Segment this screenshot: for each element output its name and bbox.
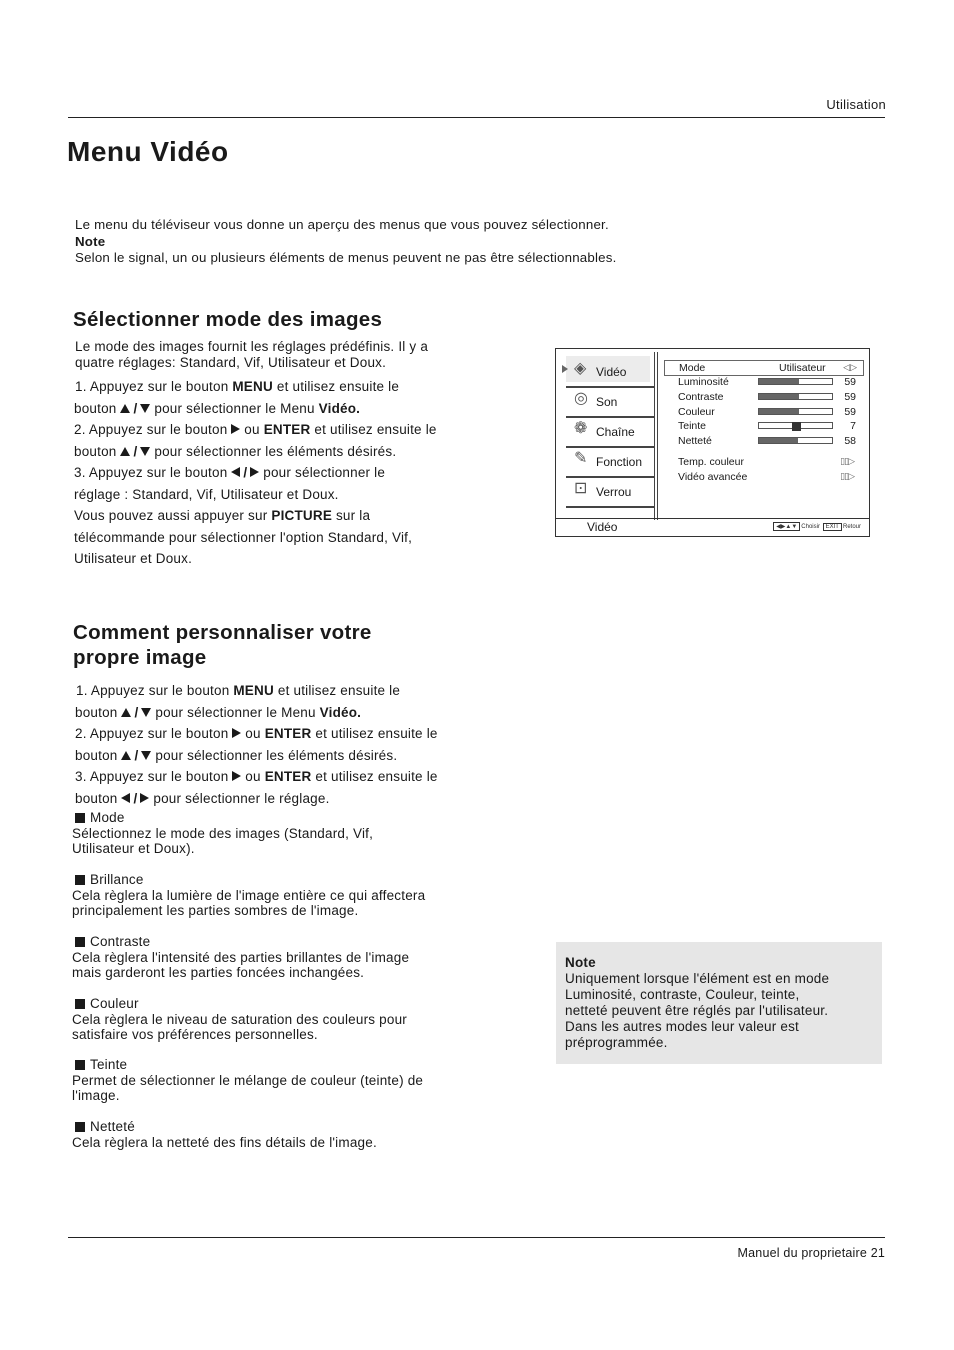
setting-text: satisfaire vos préférences personnelles.: [72, 1027, 318, 1042]
exit-key-icon: EXIT: [823, 523, 842, 531]
right-arrow-icon: [232, 771, 241, 781]
tv-menu-separator: [654, 352, 658, 520]
intro-line-2: Selon le signal, un ou plusieurs éléments de menus peuvent ne pas être sélectionnables.: [75, 250, 617, 265]
tv-slider-row[interactable]: [664, 420, 864, 434]
footer-divider: [68, 1237, 885, 1238]
intro-note-label: Note: [75, 233, 106, 249]
setting-text: mais garderont les parties foncées inchangées.: [72, 965, 365, 980]
tv-sidebar-label: Son: [596, 395, 618, 409]
setting-description: [72, 872, 502, 919]
menu-key-label: MENU: [233, 683, 274, 698]
setting-heading: [72, 996, 502, 1012]
setting-name: Teinte: [90, 1057, 128, 1072]
nav-keys-icon: ◀▶▲▼: [773, 522, 800, 531]
intro-text: [75, 217, 616, 267]
desc-line-2: quatre réglages: Standard, Vif, Utilisateur et Doux.: [75, 354, 387, 370]
tv-slider-bar[interactable]: [758, 422, 833, 429]
note-line: Uniquement lorsque l'élément est en mode: [565, 971, 830, 986]
tv-slider-bar[interactable]: [758, 437, 833, 444]
enter-key-label: ENTER: [263, 422, 311, 437]
section-1-description: [75, 339, 428, 370]
tv-slider-knob[interactable]: [792, 422, 801, 431]
setting-name: Contraste: [90, 934, 151, 949]
tv-sidebar-item-3[interactable]: [566, 416, 650, 442]
desc-line-1: Le mode des images fournit les réglages prédéfinis. Il y a: [75, 339, 429, 354]
step-text: sur la: [332, 508, 371, 523]
setting-text: l'image.: [72, 1088, 120, 1103]
header-divider: [68, 117, 885, 118]
up-arrow-icon: [120, 404, 130, 413]
setting-name: Mode: [90, 810, 125, 825]
note-line: Luminosité, contraste, Couleur, teinte,: [565, 987, 800, 1002]
section-2-title: [73, 620, 372, 670]
step-text: 2. Appuyez sur le bouton: [74, 422, 232, 437]
tv-slider-fill: [759, 438, 798, 443]
square-bullet-icon: [75, 875, 85, 885]
step-text: et utilisez ensuite le: [273, 683, 401, 698]
step-text: 3. Appuyez sur le bouton: [75, 769, 233, 784]
tv-slider-label: Teinte: [678, 420, 707, 433]
tv-sidebar-underline: [566, 506, 654, 508]
step-text: ou: [241, 769, 265, 784]
tv-slider-value: 58: [844, 435, 856, 448]
tv-menu-screen: [555, 348, 870, 537]
setting-text: Utilisateur et Doux).: [72, 841, 195, 856]
step-text: 2. Appuyez sur le bouton: [75, 726, 233, 741]
section-2-title-line-1: Comment personnaliser votre: [73, 621, 372, 644]
tv-slider-fill: [759, 409, 799, 414]
setting-text: principalement les parties sombres de l'image.: [72, 903, 359, 918]
step-text: bouton: [75, 747, 122, 763]
setting-description: [72, 1119, 502, 1150]
step-text: et utilisez ensuite le: [272, 379, 400, 394]
setting-name: Brillance: [90, 872, 144, 887]
tv-sidebar-item-5[interactable]: [566, 476, 650, 502]
setting-name: Netteté: [90, 1119, 135, 1134]
tv-slider-label: Netteté: [678, 435, 712, 448]
note-box: [556, 942, 882, 1064]
step-text: télécommande pour sélectionner l'option Standard, Vif,: [74, 529, 413, 545]
tv-slider-row[interactable]: [664, 376, 864, 390]
tv-sidebar-label: Verrou: [596, 485, 632, 499]
setting-description: [72, 810, 502, 857]
note-line: netteté peuvent être réglés par l'utilisateur.: [565, 1003, 829, 1018]
up-arrow-icon: [121, 751, 131, 760]
down-arrow-icon: [140, 404, 150, 413]
tv-slider-value: 59: [844, 390, 856, 403]
right-arrow-icon: [250, 467, 259, 477]
right-arrow-icon: [231, 424, 240, 434]
tv-slider-bar[interactable]: [758, 408, 833, 415]
setting-heading: [72, 810, 502, 826]
square-bullet-icon: [75, 813, 85, 823]
up-arrow-icon: [120, 447, 130, 456]
down-arrow-icon: [141, 708, 151, 717]
up-arrow-icon: [121, 708, 131, 717]
step-text: et utilisez ensuite le: [310, 422, 437, 437]
setting-description: [72, 934, 502, 981]
sound-icon: ◎: [574, 390, 588, 407]
setting-heading: [72, 934, 502, 950]
page-footer: Manuel du proprietaire 21: [737, 1246, 885, 1260]
submenu-arrow-icon: ▯▯▷: [840, 456, 854, 466]
right-arrow-icon: [232, 728, 241, 738]
setting-description: [72, 1057, 502, 1104]
step-text: pour sélectionner les éléments désirés.: [151, 747, 398, 763]
enter-key-label: ENTER: [264, 769, 312, 784]
tv-sidebar-item-2[interactable]: [566, 386, 650, 412]
tv-sidebar-label: Fonction: [596, 455, 643, 469]
section-label: Utilisation: [826, 97, 886, 112]
square-bullet-icon: [75, 1060, 85, 1070]
menu-name-label: Vidéo.: [318, 400, 361, 416]
tv-sidebar-item-1[interactable]: [566, 356, 650, 382]
setting-heading: [72, 872, 502, 888]
tv-slider-row[interactable]: [664, 435, 864, 449]
step-text: pour sélectionner le réglage.: [149, 790, 330, 806]
step-text: 1. Appuyez sur le bouton: [76, 683, 234, 698]
picture-key-label: PICTURE: [271, 508, 333, 523]
step-text: ou: [240, 422, 264, 437]
setting-description: [72, 996, 502, 1043]
tv-slider-label: Luminosité: [678, 376, 729, 388]
lock-icon: ⊡: [574, 480, 588, 497]
tv-slider-row[interactable]: [664, 406, 864, 420]
video-icon: ◈: [574, 360, 587, 377]
tv-slider-value: 7: [850, 420, 856, 433]
step-text: pour sélectionner le Menu: [150, 400, 319, 416]
step-text: bouton: [75, 790, 122, 806]
tv-slider-value: 59: [844, 405, 856, 418]
tv-footer-title: Vidéo: [587, 520, 618, 534]
step-text: 3. Appuyez sur le bouton: [74, 465, 232, 480]
section-2-title-line-2: propre image: [73, 646, 207, 669]
square-bullet-icon: [75, 1122, 85, 1132]
tv-advanced-row[interactable]: [664, 471, 864, 485]
tv-mode-label: Mode: [679, 362, 706, 374]
square-bullet-icon: [75, 999, 85, 1009]
section-2-steps: 1. Appuyez sur le bouton MENU et utilisez ensuite le bouton / pour sélectionner le Menu Vidéo. 2. Appuyez sur le bouton ou ENTER et utilisez ensuite le bouton / pour sélectionner les éléments désirés. 3. Appuyez sur le bouton ou ENTER et utilisez ensuite le bouton / pour sélectionner le réglage.: [75, 683, 438, 806]
square-bullet-icon: [75, 937, 85, 947]
left-right-arrows-icon: ◁▷: [843, 362, 857, 372]
tv-slider-label: Couleur: [678, 405, 715, 418]
tv-slider-fill: [759, 379, 799, 384]
section-1-title: Sélectionner mode des images: [73, 308, 383, 331]
setting-text: Cela règlera la netteté des fins détails de l'image.: [72, 1134, 377, 1150]
note-line: préprogrammée.: [565, 1035, 668, 1050]
function-icon: ✎: [574, 450, 588, 467]
setting-text: Sélectionnez le mode des images (Standard, Vif,: [72, 825, 374, 841]
channel-icon: ❁: [574, 420, 588, 437]
setting-name: Couleur: [90, 996, 139, 1011]
tv-menu-footer: [556, 518, 869, 536]
return-label: Retour: [842, 524, 861, 530]
setting-text: Permet de sélectionner le mélange de couleur (teinte) de: [72, 1072, 424, 1088]
tv-slider-bar[interactable]: [758, 378, 833, 385]
note-label: Note: [565, 955, 596, 970]
enter-key-label: ENTER: [264, 726, 312, 741]
setting-text: Cela règlera la lumière de l'image entière ce qui affectera: [72, 887, 426, 903]
setting-text: Cela règlera l'intensité des parties brillantes de l'image: [72, 949, 410, 965]
tv-temp-label: Temp. couleur: [678, 456, 744, 468]
tv-mode-row[interactable]: [664, 360, 864, 376]
menu-key-label: MENU: [232, 379, 273, 394]
menu-name-label: Vidéo.: [319, 704, 362, 720]
section-1-steps: 1. Appuyez sur le bouton MENU et utilisez ensuite le bouton / pour sélectionner le Menu Vidéo. 2. Appuyez sur le bouton ou ENTER et utilisez ensuite le bouton / pour sélectionner les éléments désirés. 3. Appuyez sur le bouton / pour sélectionner le réglage : Standard, Vif, Utilisateur et Doux. Vous pouvez aussi appuyer sur PICTURE sur la télécommande pour sélectionner l'option Standard, Vif, Utilisateur et Doux.: [74, 376, 494, 570]
setting-heading: [72, 1119, 502, 1135]
tv-slider-bar[interactable]: [758, 393, 833, 400]
tv-temp-row[interactable]: [664, 456, 864, 470]
selection-arrow-icon: [562, 365, 568, 373]
step-text: et utilisez ensuite le: [311, 726, 438, 741]
tv-advanced-label: Vidéo avancée: [678, 471, 748, 483]
step-text: pour sélectionner le Menu: [151, 704, 320, 720]
tv-slider-row[interactable]: [664, 391, 864, 405]
tv-sidebar-label: Chaîne: [596, 425, 635, 439]
down-arrow-icon: [140, 447, 150, 456]
step-text: réglage : Standard, Vif, Utilisateur et Doux.: [74, 486, 339, 502]
step-text: bouton: [74, 400, 121, 416]
tv-slider-label: Contraste: [678, 390, 724, 403]
left-arrow-icon: [121, 793, 130, 803]
setting-text: Cela règlera le niveau de saturation des couleurs pour: [72, 1011, 407, 1027]
step-text: ou: [241, 726, 265, 741]
note-line: Dans les autres modes leur valeur est: [565, 1019, 800, 1034]
setting-heading: [72, 1057, 502, 1073]
tv-slider-fill: [759, 394, 799, 399]
tv-sidebar-label: Vidéo: [596, 365, 627, 379]
tv-menu-sidebar: [560, 354, 655, 519]
tv-mode-value: Utilisateur: [779, 362, 826, 374]
left-arrow-icon: [231, 467, 240, 477]
tv-footer-help: [772, 522, 861, 531]
step-text: bouton: [74, 443, 121, 459]
step-text: et utilisez ensuite le: [311, 769, 438, 784]
step-text: Vous pouvez aussi appuyer sur: [74, 508, 272, 523]
step-text: bouton: [75, 704, 122, 720]
submenu-arrow-icon: ▯▯▷: [840, 471, 854, 481]
down-arrow-icon: [141, 751, 151, 760]
page-title: Menu Vidéo: [67, 136, 229, 167]
step-text: pour sélectionner les éléments désirés.: [150, 443, 397, 459]
step-text: Utilisateur et Doux.: [74, 551, 193, 566]
tv-slider-value: 59: [844, 376, 856, 388]
choose-label: Choisir: [801, 524, 820, 530]
step-text: pour sélectionner le: [259, 465, 386, 480]
step-text: 1. Appuyez sur le bouton: [75, 379, 233, 394]
tv-sidebar-item-4[interactable]: [566, 446, 650, 472]
intro-line-1: Le menu du téléviseur vous donne un aperçu des menus que vous pouvez sélectionner.: [75, 217, 609, 232]
